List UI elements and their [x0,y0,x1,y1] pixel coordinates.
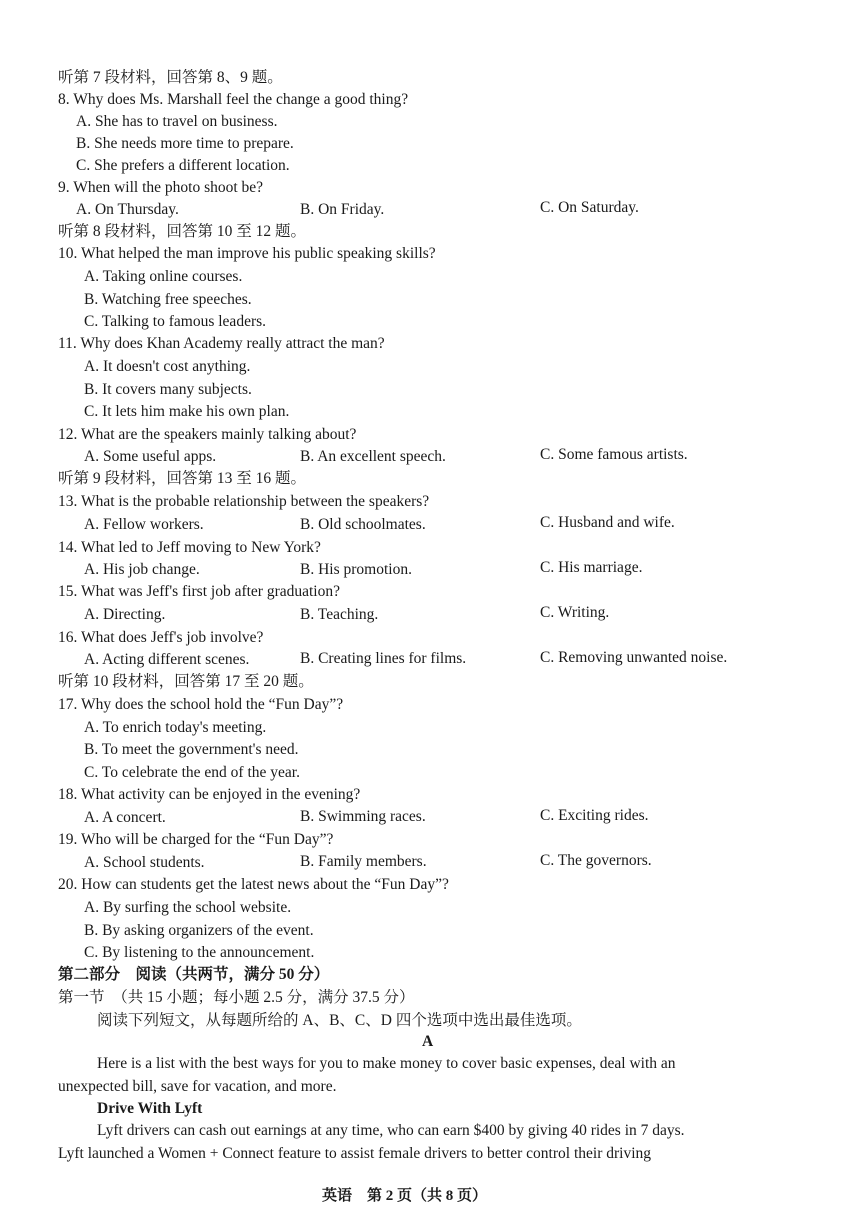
q11-option-b: B. It covers many subjects. [84,381,252,398]
question-14-stem: 14. What led to Jeff moving to New York? [58,539,321,556]
q9-option-b: B. On Friday. [300,201,385,218]
q12-option-b: B. An excellent speech. [300,448,446,465]
q16-option-c: C. Removing unwanted noise. [540,649,728,666]
q19-option-b: B. Family members. [300,853,427,870]
passage-para2-line2: Lyft launched a Women + Connect feature to assist female drivers to better control their driving [58,1145,652,1162]
q8-option-a: A. She has to travel on business. [76,113,278,130]
question-19-stem: 19. Who will be charged for the “Fun Day”? [58,831,334,848]
q9-option-a: A. On Thursday. [76,201,179,218]
q15-option-c: C. Writing. [540,604,610,621]
question-11-stem: 11. Why does Khan Academy really attract the man? [58,335,385,352]
q13-option-b: B. Old schoolmates. [300,516,426,533]
section-header-9: 听第 9 段材料，回答第 13 至 16 题。 [58,470,307,487]
question-18-stem: 18. What activity can be enjoyed in the evening? [58,786,361,803]
section-header-8: 听第 8 段材料，回答第 10 至 12 题。 [58,223,307,240]
q11-option-a: A. It doesn't cost anything. [84,358,251,375]
question-12-stem: 12. What are the speakers mainly talking about? [58,426,357,443]
q9-option-c: C. On Saturday. [540,199,639,216]
q10-option-b: B. Watching free speeches. [84,291,252,308]
q20-option-a: A. By surfing the school website. [84,899,292,916]
passage-para1-line1: Here is a list with the best ways for you to make money to cover basic expenses, deal with an [97,1055,676,1072]
q20-option-b: B. By asking organizers of the event. [84,922,314,939]
q14-option-c: C. His marriage. [540,559,643,576]
question-16-stem: 16. What does Jeff's job involve? [58,629,264,646]
q17-option-a: A. To enrich today's meeting. [84,719,267,736]
question-9-stem: 9. When will the photo shoot be? [58,179,264,196]
section-header-7: 听第 7 段材料，回答第 8、9 题。 [58,69,283,86]
q16-option-b: B. Creating lines for films. [300,650,467,667]
q19-option-c: C. The governors. [540,852,652,869]
section-header-10: 听第 10 段材料，回答第 17 至 20 题。 [58,673,314,690]
question-17-stem: 17. Why does the school hold the “Fun Day”? [58,696,344,713]
q19-option-a: A. School students. [84,854,205,871]
question-10-stem: 10. What helped the man improve his public speaking skills? [58,245,436,262]
q14-option-a: A. His job change. [84,561,200,578]
q18-option-c: C. Exciting rides. [540,807,649,824]
q15-option-b: B. Teaching. [300,606,379,623]
part2-section1: 第一节 （共 15 小题；每小题 2.5 分，满分 37.5 分） [58,989,415,1006]
q15-option-a: A. Directing. [84,606,166,623]
question-13-stem: 13. What is the probable relationship between the speakers? [58,493,430,510]
q14-option-b: B. His promotion. [300,561,412,578]
q16-option-a: A. Acting different scenes. [84,651,250,668]
q17-option-b: B. To meet the government's need. [84,741,299,758]
q12-option-c: C. Some famous artists. [540,446,688,463]
q13-option-a: A. Fellow workers. [84,516,204,533]
question-15-stem: 15. What was Jeff's first job after graduation? [58,583,340,600]
q13-option-c: C. Husband and wife. [540,514,675,531]
passage-heading: Drive With Lyft [97,1100,203,1117]
passage-label: A [422,1033,434,1050]
q11-option-c: C. It lets him make his own plan. [84,403,290,420]
q10-option-c: C. Talking to famous leaders. [84,313,267,330]
question-20-stem: 20. How can students get the latest news about the “Fun Day”? [58,876,449,893]
q18-option-b: B. Swimming races. [300,808,426,825]
q20-option-c: C. By listening to the announcement. [84,944,315,961]
q10-option-a: A. Taking online courses. [84,268,243,285]
q8-option-b: B. She needs more time to prepare. [76,135,294,152]
part2-instruction: 阅读下列短文，从每题所给的 A、B、C、D 四个选项中选出最佳选项。 [97,1012,582,1029]
q18-option-a: A. A concert. [84,809,166,826]
q8-option-c: C. She prefers a different location. [76,157,290,174]
part2-title: 第二部分 阅读（共两节，满分 50 分） [58,966,330,983]
page-footer: 英语 第 2 页（共 8 页） [322,1188,488,1204]
q17-option-c: C. To celebrate the end of the year. [84,764,300,781]
question-8-stem: 8. Why does Ms. Marshall feel the change a good thing? [58,91,409,108]
passage-para2-line1: Lyft drivers can cash out earnings at any time, who can earn $400 by giving 40 rides in 7 days. [97,1122,685,1139]
q12-option-a: A. Some useful apps. [84,448,217,465]
passage-para1-line2: unexpected bill, save for vacation, and more. [58,1078,337,1095]
